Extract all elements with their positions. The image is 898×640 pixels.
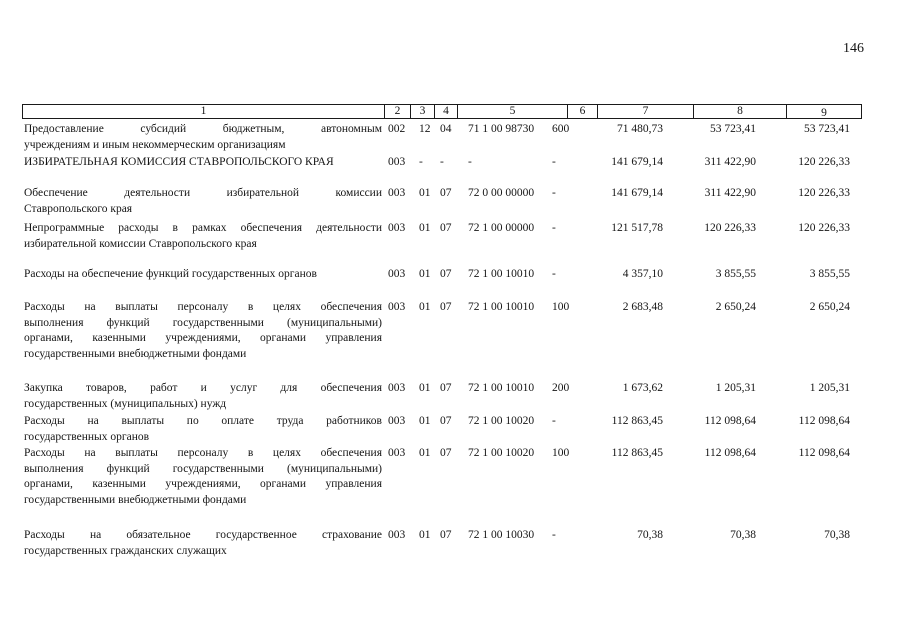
row-expense-type-code: - (552, 156, 556, 168)
row-amount-col-8: 112 098,64 (704, 415, 756, 427)
row-name-line: Непрограммные расходы в рамках обеспечения деятельности (24, 222, 382, 234)
row-name-line: Расходы на выплаты персоналу в целях обеспечения (24, 447, 382, 459)
row-amount-col-9: 120 226,33 (798, 156, 850, 168)
row-name (24, 300, 382, 362)
header-col-9: 9 (786, 104, 862, 119)
header-col-8: 8 (693, 104, 786, 119)
header-col-7: 7 (597, 104, 693, 119)
row-section-code: 01 (419, 187, 431, 199)
row-ministry-code: 003 (388, 156, 406, 168)
row-amount-col-9: 53 723,41 (804, 123, 850, 135)
row-target-article-code: 72 0 00 00000 (468, 187, 535, 199)
row-amount-col-7: 2 683,48 (622, 301, 663, 313)
row-name-line: избирательной комиссии Ставропольского края (24, 237, 257, 250)
header-col-2: 2 (384, 104, 410, 119)
header-col-1: 1 (22, 104, 384, 119)
row-name-line: Расходы на обеспечение функций государственных органов (24, 268, 317, 280)
row-expense-type-code: 100 (552, 301, 570, 313)
row-name (24, 414, 382, 445)
row-amount-col-8: 3 855,55 (715, 268, 756, 280)
row-amount-col-7: 1 673,62 (622, 382, 663, 394)
row-name-line: Предоставление субсидий бюджетным, автономным (24, 123, 382, 135)
row-target-article-code: 72 1 00 00000 (468, 222, 535, 234)
row-amount-col-8: 53 723,41 (710, 123, 756, 135)
row-section-code: 01 (419, 222, 431, 234)
header-col-3: 3 (410, 104, 434, 119)
row-name-line: органами, казенными учреждениями, органами управления (24, 332, 382, 344)
row-name-line: выполнения функций государственными (муниципальными) (24, 462, 382, 475)
page-number: 146 (843, 41, 864, 56)
header-col-6: 6 (567, 104, 597, 119)
row-subsection-code: 07 (440, 187, 452, 199)
row-ministry-code: 003 (388, 382, 406, 394)
row-name-line: органами, казенными учреждениями, органами управления (24, 478, 382, 490)
row-name-line: Расходы на обязательное государственное страхование (24, 529, 382, 541)
row-subsection-code: 07 (440, 222, 452, 234)
row-subsection-code: 07 (440, 529, 452, 541)
row-target-article-code: - (468, 156, 472, 168)
row-target-article-code: 72 1 00 10030 (468, 529, 535, 541)
row-amount-col-8: 70,38 (730, 529, 756, 541)
row-name-line: государственных органов (24, 430, 150, 443)
row-expense-type-code: - (552, 222, 556, 234)
row-amount-col-9: 120 226,33 (798, 187, 850, 199)
row-expense-type-code: - (552, 187, 556, 199)
row-ministry-code: 003 (388, 268, 406, 280)
row-name-line: государственными внебюджетными фондами (24, 347, 247, 360)
row-name (24, 221, 382, 252)
row-section-code: 01 (419, 301, 431, 313)
row-subsection-code: - (440, 156, 444, 168)
row-name (24, 155, 382, 171)
row-name-line: государственных (муниципальных) нужд (24, 397, 227, 410)
row-section-code: 12 (419, 123, 431, 135)
row-amount-col-8: 112 098,64 (704, 447, 756, 459)
row-ministry-code: 003 (388, 187, 406, 199)
row-section-code: - (419, 156, 423, 168)
row-name-line: Обеспечение деятельности избирательной комиссии (24, 187, 382, 199)
row-amount-col-7: 141 679,14 (611, 156, 663, 168)
row-amount-col-7: 4 357,10 (622, 268, 663, 280)
row-amount-col-9: 70,38 (824, 529, 850, 541)
row-section-code: 01 (419, 382, 431, 394)
row-target-article-code: 72 1 00 10020 (468, 447, 535, 459)
row-amount-col-7: 121 517,78 (611, 222, 663, 234)
row-section-code: 01 (419, 268, 431, 280)
row-subsection-code: 07 (440, 415, 452, 427)
row-target-article-code: 72 1 00 10010 (468, 301, 535, 313)
row-expense-type-code: 200 (552, 382, 570, 394)
row-amount-col-8: 311 422,90 (704, 156, 756, 168)
row-name (24, 267, 382, 283)
row-subsection-code: 07 (440, 382, 452, 394)
row-name (24, 122, 382, 153)
row-target-article-code: 71 1 00 98730 (468, 123, 535, 135)
row-amount-col-9: 2 650,24 (809, 301, 850, 313)
row-amount-col-8: 1 205,31 (715, 382, 756, 394)
row-section-code: 01 (419, 529, 431, 541)
row-ministry-code: 003 (388, 415, 406, 427)
row-ministry-code: 003 (388, 529, 406, 541)
row-name-line: выполнения функций государственными (муниципальными) (24, 316, 382, 329)
row-subsection-code: 07 (440, 301, 452, 313)
row-target-article-code: 72 1 00 10020 (468, 415, 535, 427)
header-col-5: 5 (457, 104, 567, 119)
row-section-code: 01 (419, 447, 431, 459)
row-amount-col-9: 112 098,64 (798, 447, 850, 459)
row-subsection-code: 04 (440, 123, 452, 135)
row-amount-col-7: 112 863,45 (611, 447, 663, 459)
row-name-line: Ставропольского края (24, 202, 133, 215)
row-name-line: государственными внебюджетными фондами (24, 493, 247, 506)
row-amount-col-9: 1 205,31 (809, 382, 850, 394)
row-expense-type-code: 600 (552, 123, 570, 135)
row-expense-type-code: - (552, 529, 556, 541)
row-amount-col-7: 70,38 (637, 529, 663, 541)
row-amount-col-8: 311 422,90 (704, 187, 756, 199)
table-header-row (22, 104, 862, 119)
row-name-line: государственных гражданских служащих (24, 544, 227, 557)
row-amount-col-8: 2 650,24 (715, 301, 756, 313)
row-name-line: учреждениям и иным некоммерческим организациям (24, 138, 286, 151)
row-amount-col-9: 120 226,33 (798, 222, 850, 234)
row-amount-col-7: 112 863,45 (611, 415, 663, 427)
row-name-line: Закупка товаров, работ и услуг для обеспечения (24, 382, 382, 394)
row-ministry-code: 003 (388, 301, 406, 313)
row-section-code: 01 (419, 415, 431, 427)
row-name (24, 186, 382, 217)
row-subsection-code: 07 (440, 268, 452, 280)
row-expense-type-code: - (552, 268, 556, 280)
row-name (24, 446, 382, 508)
row-amount-col-7: 71 480,73 (617, 123, 663, 135)
row-name-line: Расходы на выплаты персоналу в целях обеспечения (24, 301, 382, 313)
row-ministry-code: 002 (388, 123, 406, 135)
row-target-article-code: 72 1 00 10010 (468, 382, 535, 394)
row-amount-col-8: 120 226,33 (704, 222, 756, 234)
row-name (24, 381, 382, 412)
row-amount-col-7: 141 679,14 (611, 187, 663, 199)
row-amount-col-9: 112 098,64 (798, 415, 850, 427)
row-name (24, 528, 382, 559)
row-ministry-code: 003 (388, 447, 406, 459)
header-col-4: 4 (434, 104, 457, 119)
row-expense-type-code: 100 (552, 447, 570, 459)
row-subsection-code: 07 (440, 447, 452, 459)
row-name-line: Расходы на выплаты по оплате труда работников (24, 415, 382, 427)
row-ministry-code: 003 (388, 222, 406, 234)
row-target-article-code: 72 1 00 10010 (468, 268, 535, 280)
row-name-line: ИЗБИРАТЕЛЬНАЯ КОМИССИЯ СТАВРОПОЛЬСКОГО КРАЯ (24, 156, 334, 168)
row-expense-type-code: - (552, 415, 556, 427)
row-amount-col-9: 3 855,55 (809, 268, 850, 280)
